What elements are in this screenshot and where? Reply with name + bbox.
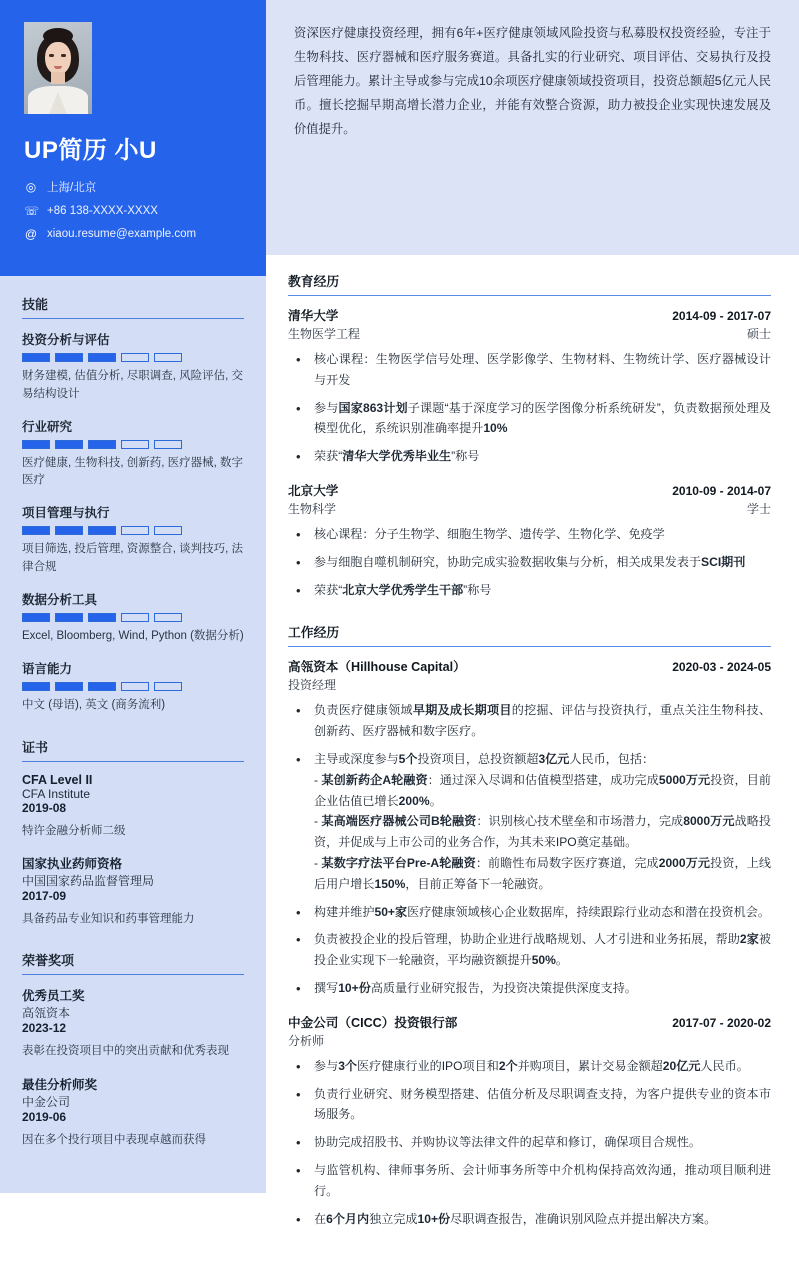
awards-section-title: 荣誉奖项 [22,950,244,975]
work-entry-header [288,1012,771,1031]
work-section-title: 工作经历 [288,622,771,647]
major: 生物医学工程 [288,327,361,341]
education-entry-subheader [288,500,771,517]
education-bullet: • 参与国家863计划子课题“基于深度学习的医学图像分析系统研发”，负责数据预处理及模型优化，系统识别准确率提升10% [288,398,771,440]
skill-level-meter [22,353,244,362]
work-bullet: • 负责医疗健康领域早期及成长期项目的挖掘、评估与投资执行，重点关注生物科技、创新药、医疗器械和数字医疗。 [288,700,771,742]
skill-level-segment [121,353,149,362]
education-section-title: 教育经历 [288,271,771,296]
skill-level-meter [22,440,244,449]
summary-section [266,0,799,255]
job-title: 分析师 [288,1033,325,1048]
skill-level-segment [121,526,149,535]
skill-item [22,330,244,404]
award-item [22,986,244,1060]
skill-level-segment [154,353,182,362]
school-name: 北京大学 [288,483,339,498]
company-name: 中金公司（CICC）投资银行部 [288,1015,458,1030]
education-bullet: • 荣获“北京大学优秀学生干部”称号 [288,580,771,601]
skill-level-segment [22,353,50,362]
skill-description: Excel, Bloomberg, Wind, Python (数据分析) [22,629,244,642]
skill-description: 医疗健康, 生物科技, 创新药, 医疗器械, 数字医疗 [22,456,244,487]
summary-text: 资深医疗健康投资经理，拥有6年+医疗健康领域风险投资与私募股权投资经验，专注于生物科技、医疗器械和医疗服务赛道。具备扎实的行业研究、项目评估、交易执行及投后管理能力。累计主导或参与完成10余项医疗健康领域投资项目，投资总额超5亿元人民币。擅长挖掘早期高增长潜力企业，并能有效整合资源，助力被投企业实现快速发展及价值提升。 [294,26,771,136]
skills-list [22,330,244,715]
certificate-item-org: 中国国家药品监督管理局 [22,873,155,888]
work-entry-subheader [288,1032,771,1049]
skill-item [22,417,244,491]
education-entry-subheader [288,325,771,342]
award-item-org: 中金公司 [22,1094,71,1109]
award-item-description: 表彰在投资项目中的突出贡献和优秀表现 [22,1045,229,1058]
certificate-item-date: 2017-09 [22,888,67,903]
work-bullet: • 参与3个医疗健康行业的IPO项目和2个并购项目，累计交易金额超20亿元人民币。 [288,1056,771,1077]
education-bullet: • 核心课程：分子生物学、细胞生物学、遗传学、生物化学、免疫学 [288,524,771,545]
skill-level-segment [121,613,149,622]
certificate-item-description: 特许金融分析师二级 [22,824,126,837]
skill-name: 项目管理与执行 [22,506,110,521]
skill-level-meter [22,613,244,622]
certificate-item-name: CFA Level II [22,772,93,787]
skill-level-segment [55,613,83,622]
certificate-item-description: 具备药品专业知识和药事管理能力 [22,912,195,925]
award-item-name: 优秀员工奖 [22,989,85,1004]
contact-location [24,179,242,195]
skills-section-title: 技能 [22,294,244,319]
certificate-item [22,773,244,840]
work-bullet: • 构建并维护50+家医疗健康领域核心企业数据库，持续跟踪行业动态和潜在投资机会。 [288,902,771,923]
education-bullet: • 参与细胞自噬机制研究，协助完成实验数据收集与分析，相关成果发表于SCI期刊 [288,552,771,573]
sidebar-body [0,276,266,1193]
contact-phone[interactable] [24,204,242,218]
skill-level-segment [22,440,50,449]
award-item-date: 2023-12 [22,1021,67,1036]
awards-list [22,986,244,1149]
education-entry [288,305,771,467]
contact-email[interactable] [24,227,242,241]
certs-section-title: 证书 [22,737,244,762]
main-column [266,0,799,1266]
sidebar-header [0,0,266,276]
skill-item [22,659,244,715]
certificate-item-date: 2019-08 [22,800,67,815]
award-item-name: 最佳分析师奖 [22,1077,98,1092]
skill-level-segment [154,682,182,691]
contact-phone-text: +86 138-XXXX-XXXX [47,205,158,217]
award-item-date: 2019-06 [22,1109,67,1124]
certificate-item-name: 国家执业药师资格 [22,856,123,871]
award-item-org: 高瓴资本 [22,1006,71,1021]
skill-level-segment [154,440,182,449]
work-bullet-list [288,1056,771,1230]
skill-name: 行业研究 [22,419,73,434]
certificate-item-org: CFA Institute [22,786,91,801]
education-date-range: 2014-09 - 2017-07 [672,309,771,323]
skill-level-segment [55,440,83,449]
work-bullet: • 协助完成招股书、并购协议等法律文件的起草和修订，确保项目合规性。 [288,1132,771,1153]
skill-level-segment [88,526,116,535]
major: 生物科学 [288,501,337,516]
skill-level-segment [88,353,116,362]
work-entry [288,656,771,998]
work-bullet: • 与监管机构、律师事务所、会计师事务所等中介机构保持高效沟通，推动项目顺利进行。 [288,1160,771,1202]
skill-level-segment [22,613,50,622]
award-item [22,1075,244,1149]
skill-level-segment [22,526,50,535]
skill-level-segment [88,440,116,449]
award-item-description: 因在多个投行项目中表现卓越而获得 [22,1133,206,1146]
school-name: 清华大学 [288,309,339,323]
avatar [24,22,92,114]
phone-icon: ☏ [24,204,40,218]
work-date-range: 2017-07 - 2020-02 [672,1015,771,1030]
skill-level-meter [22,526,244,535]
work-entry-subheader [288,676,771,693]
education-bullet: • 荣获“清华大学优秀毕业生”称号 [288,446,771,467]
skill-level-segment [121,682,149,691]
work-bullet: • 主导或深度参与5个投资项目，总投资额超3亿元人民币，包括： - 某创新药企A轮融资：通过深入尽调和估值模型搭建，成功完成5000万元投资，目前企业估值已增长200%。 - 某高端医疗器械公司B轮融资：识别核心技术壁垒和市场潜力，完成8000万元战略投资，并促成与上市公司的业务合作，为其未来IPO奠定基础。 - 某数字疗法平台Pre-A轮融资：前瞻性布局数字医疗赛道，完成2000万元投资，上线后用户增长150%，目前正筹备下一轮融资。 [288,749,771,895]
skill-description: 中文 (母语), 英文 (商务流利) [22,698,166,711]
skill-level-segment [154,613,182,622]
at-sign-icon: @ [24,227,38,241]
skill-name: 语言能力 [22,661,73,676]
skill-level-segment [88,613,116,622]
skill-level-segment [121,440,149,449]
job-title: 投资经理 [288,678,337,693]
certificates-list [22,773,244,929]
skill-level-meter [22,682,244,691]
skill-item [22,590,244,646]
education-date-range: 2010-09 - 2014-07 [672,483,771,498]
degree: 硕士 [746,327,771,341]
skill-level-segment [55,353,83,362]
skill-level-segment [88,682,116,691]
education-bullet-list [288,524,771,600]
skill-item [22,503,244,577]
work-bullet-list [288,700,771,998]
sidebar [0,0,266,1193]
page-title: UP简历 小U [24,137,157,164]
work-bullet: • 负责行业研究、财务模型搭建、估值分析及尽职调查支持，为客户提供专业的资本市场服务。 [288,1084,771,1126]
skill-description: 财务建模, 估值分析, 尽职调查, 风险评估, 交易结构设计 [22,370,244,400]
education-bullet: • 核心课程：生物医学信号处理、医学影像学、生物材料、生物统计学、医疗器械设计与开发 [288,349,771,391]
skill-description: 项目筛选, 投后管理, 资源整合, 谈判技巧, 法律合规 [22,543,244,574]
degree: 学士 [746,501,771,516]
work-bullet: • 负责被投企业的投后管理，协助企业进行战略规划、人才引进和业务拓展，帮助2家被投企业实现下一轮融资，平均融资额提升50%。 [288,929,771,971]
work-list [288,656,771,1229]
skill-name: 数据分析工具 [22,592,98,607]
work-date-range: 2020-03 - 2024-05 [672,660,771,675]
work-bullet: • 在6个月内独立完成10+份尽职调查报告，准确识别风险点并提出解决方案。 [288,1209,771,1230]
education-entry-header [288,305,771,324]
education-entry-header [288,480,771,499]
contact-location-text: 上海/北京 [47,182,97,194]
work-bullet: • 撰写10+份高质量行业研究报告，为投资决策提供深度支持。 [288,978,771,999]
education-entry [288,480,771,600]
skill-level-segment [55,682,83,691]
work-entry-header [288,656,771,675]
certificate-item [22,854,244,928]
company-name: 高瓴资本（Hillhouse Capital） [288,660,466,675]
skill-level-segment [154,526,182,535]
education-bullet-list [288,349,771,467]
contact-email-text: xiaou.resume@example.com [47,228,197,240]
skill-level-segment [55,526,83,535]
skill-level-segment [22,682,50,691]
location-pin-icon: ◎ [25,180,37,194]
education-list [288,305,771,600]
main-body [266,255,799,1266]
work-entry [288,1012,771,1230]
skill-name: 投资分析与评估 [22,333,110,347]
